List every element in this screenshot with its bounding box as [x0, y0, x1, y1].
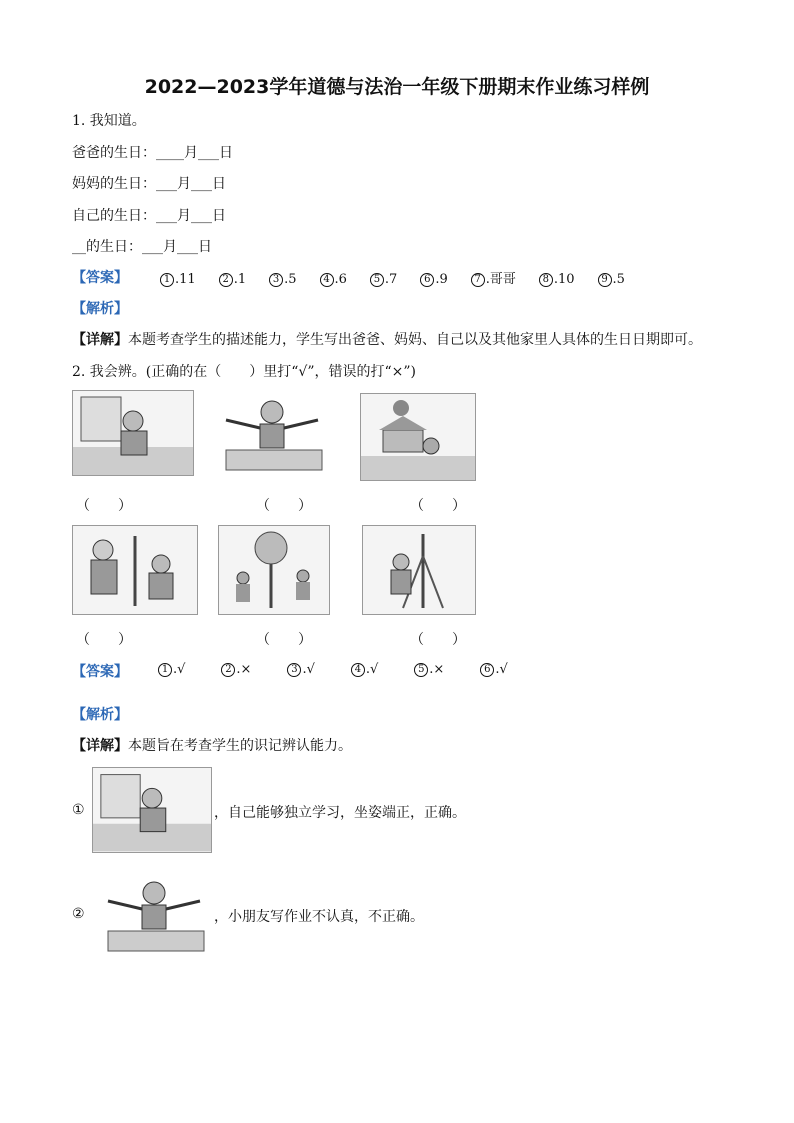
- q1-line-self: 自己的生日：___月___日: [72, 208, 226, 224]
- page-title: 2022—2023学年道德与法治一年级下册期末作业练习样例: [144, 76, 650, 98]
- picture-boy-tree-support: [362, 525, 476, 615]
- q1-answer-number: 8: [539, 273, 553, 287]
- q1-heading: 1. 我知道。: [72, 113, 146, 129]
- q2-answer-value: .×: [429, 662, 445, 677]
- q1-line-father: 爸爸的生日：____月___日: [72, 145, 233, 161]
- q1-analysis-tag: 【解析】: [72, 301, 128, 317]
- q2-answer-number: 2: [221, 663, 235, 677]
- q2-answer-number: 4: [351, 663, 365, 677]
- q1-answer-value: .11: [175, 272, 196, 287]
- q1-answer-value: .9: [435, 272, 448, 287]
- picture-sun-house: [360, 393, 476, 481]
- q2-answer-item: [221, 662, 251, 677]
- answer-paren-6[interactable]: （ ）: [410, 632, 466, 648]
- q1-detail-text: 本题考查学生的描述能力，学生写出爸爸、妈妈、自己以及其他家里人具体的生日日期即可。: [128, 332, 702, 348]
- answer-paren-2[interactable]: （ ）: [256, 498, 312, 514]
- q2-answer-number: 5: [414, 663, 428, 677]
- q2-answer-number: 3: [287, 663, 301, 677]
- q2-heading: 2. 我会辨。(正确的在（ ）里打“√”，错误的打“×”): [72, 364, 417, 380]
- q1-answer-number: 1: [160, 273, 174, 287]
- picture-grandpa-tree: [72, 525, 198, 615]
- q1-answer-item: [370, 272, 397, 287]
- q2-detail-text: 本题旨在考查学生的识记辨认能力。: [128, 738, 352, 754]
- q2-answer-item: [480, 662, 507, 677]
- q2-answer-item: [351, 662, 378, 677]
- q1-answer-number: 6: [420, 273, 434, 287]
- q1-answer-item: [420, 272, 447, 287]
- q1-answer-value: .5: [284, 272, 297, 287]
- q1-answer-value: .7: [384, 272, 398, 287]
- q1-answer-item: [269, 272, 296, 287]
- q1-answer-number: 3: [269, 273, 283, 287]
- q1-detail-tag: 【详解】: [72, 332, 128, 348]
- picture-study-desk-explain: [92, 767, 212, 853]
- q2-answer-list: [158, 662, 544, 677]
- answer-paren-3[interactable]: （ ）: [410, 498, 466, 514]
- q1-answer-list: [160, 268, 648, 287]
- q1-answer-tag: 【答案】: [72, 270, 128, 286]
- q1-answer-number: 9: [598, 273, 612, 287]
- q1-answer-item: [539, 272, 575, 287]
- q1-answer-number: 2: [219, 273, 233, 287]
- answer-paren-4[interactable]: （ ）: [76, 632, 132, 648]
- q2-answer-item: [414, 662, 444, 677]
- q1-answer-item: [160, 272, 196, 287]
- q1-answer-item: [320, 272, 347, 287]
- explain-text-1: ，自己能够独立学习，坐姿端正，正确。: [214, 805, 466, 821]
- explain-marker-1: ①: [72, 802, 85, 818]
- q1-answer-number: 4: [320, 273, 334, 287]
- q2-answer-item: [287, 662, 314, 677]
- q2-answer-value: .√: [365, 662, 379, 677]
- q1-answer-item: [598, 272, 625, 287]
- answer-paren-5[interactable]: （ ）: [256, 632, 312, 648]
- q1-answer-number: 5: [370, 273, 384, 287]
- q1-line-other: __的生日：___月___日: [72, 239, 212, 255]
- q2-answer-value: .×: [236, 662, 252, 677]
- q2-answer-tag: 【答案】: [72, 664, 128, 680]
- q1-line-mother: 妈妈的生日：___月___日: [72, 176, 226, 192]
- q2-answer-value: .√: [302, 662, 315, 677]
- answer-paren-1[interactable]: （ ）: [76, 498, 132, 514]
- q2-answer-value: .√: [173, 662, 186, 677]
- picture-boy-stretching: [216, 390, 328, 474]
- q1-answer-value: .5: [612, 272, 625, 287]
- q2-answer-number: 1: [158, 663, 172, 677]
- q2-answer-number: 6: [480, 663, 494, 677]
- q2-analysis-tag: 【解析】: [72, 707, 128, 723]
- q2-answer-item: [158, 662, 185, 677]
- q1-detail: [72, 329, 702, 349]
- q1-answer-value: .10: [553, 272, 575, 287]
- explain-text-2: ，小朋友写作业不认真，不正确。: [214, 909, 424, 925]
- q1-answer-item: [219, 272, 246, 287]
- q1-answer-number: 7: [471, 273, 485, 287]
- q1-answer-item: [471, 272, 516, 287]
- explain-marker-2: ②: [72, 906, 85, 922]
- q1-answer-value: .哥哥: [485, 272, 516, 287]
- picture-study-desk: [72, 390, 194, 476]
- q1-answer-value: .6: [334, 272, 347, 287]
- picture-kids-swing: [218, 525, 330, 615]
- q2-detail: [72, 735, 352, 755]
- q1-answer-value: .1: [233, 272, 247, 287]
- q2-detail-tag: 【详解】: [72, 738, 128, 754]
- picture-boy-stretching-explain: [98, 870, 210, 956]
- q2-answer-value: .√: [495, 662, 508, 677]
